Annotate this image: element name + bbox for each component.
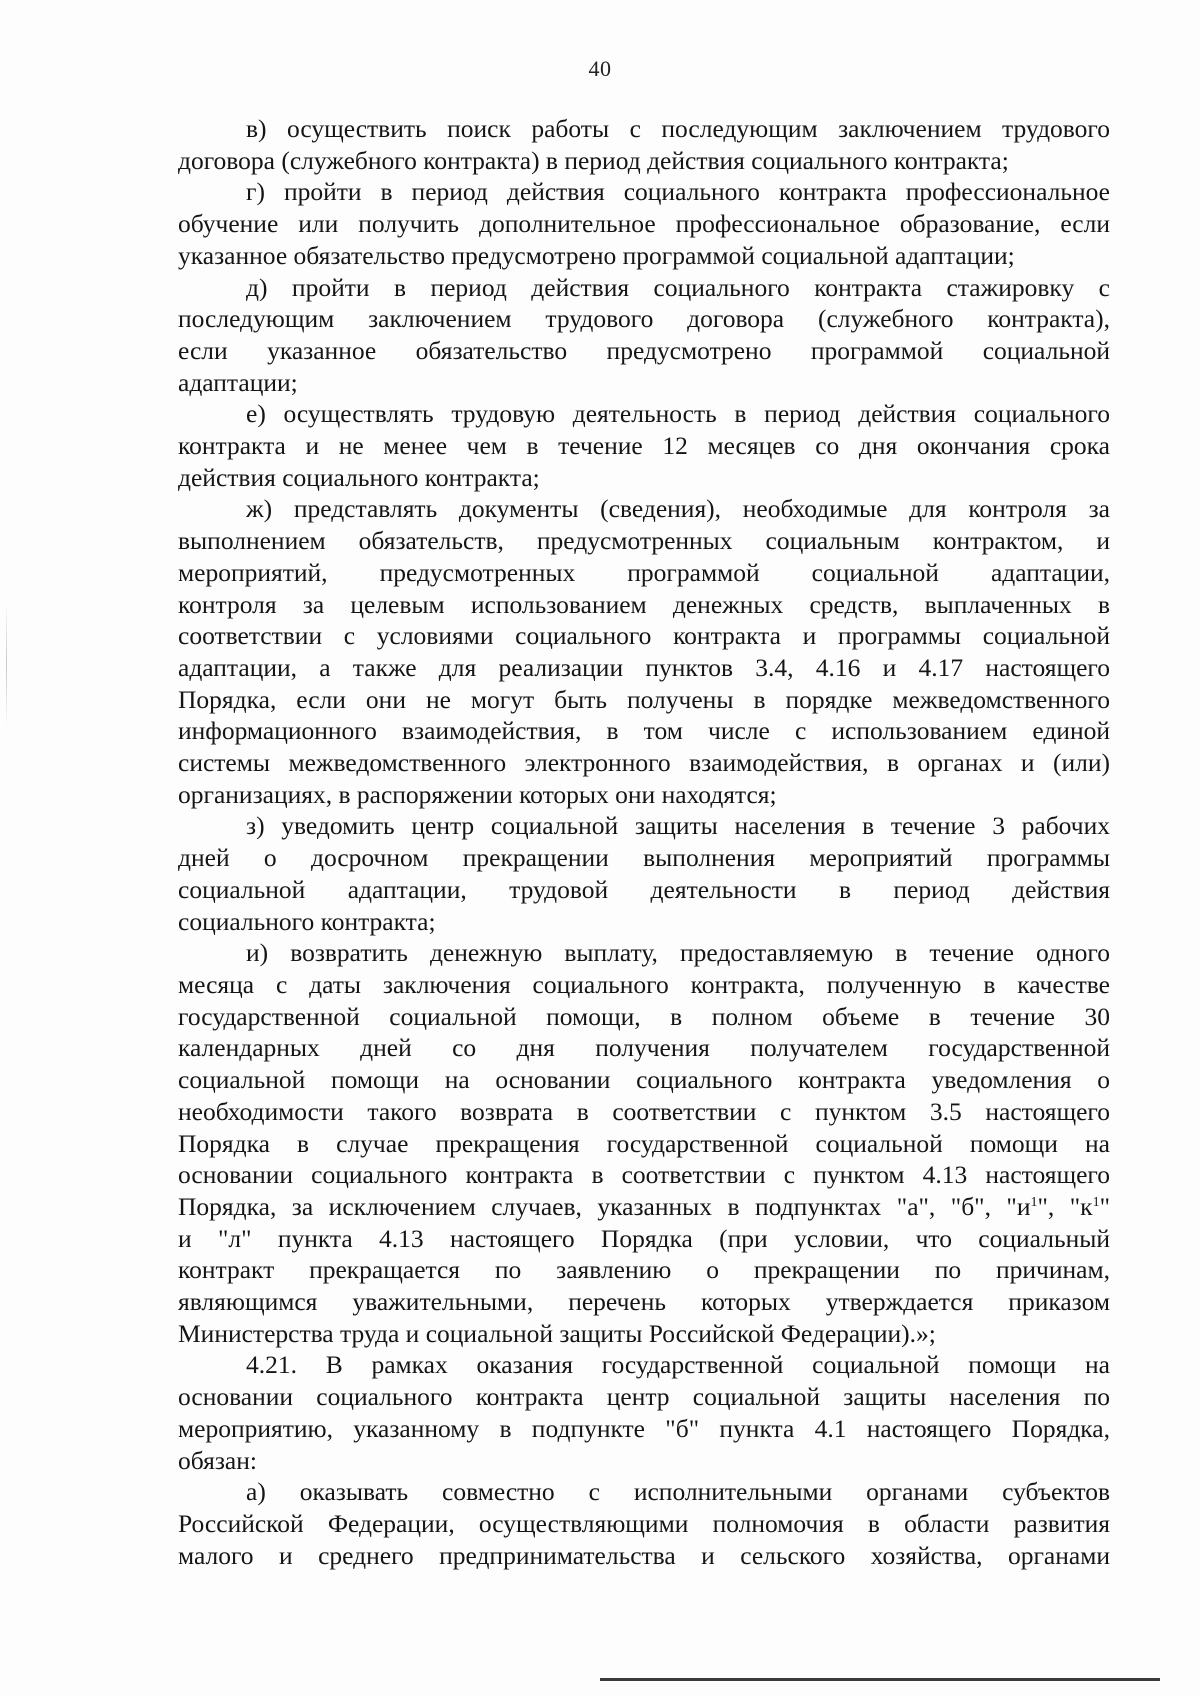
text-line: информационного взаимодействия, в том числе с использованием единой — [178, 716, 1110, 746]
text-line: контракта и не менее чем в течение 12 месяцев со дня окончания срока — [178, 431, 1110, 461]
text-line: в) осуществить поиск работы с последующим заключением трудового — [246, 114, 1110, 143]
text-line: Министерства труда и социальной защиты Российской Федерации).»; — [178, 1318, 936, 1348]
document-body — [178, 113, 1110, 1571]
text-line: системы межведомственного электронного взаимодействия, в органах и (или) — [178, 748, 1110, 778]
text-line: выполнением обязательств, предусмотренных социальным контрактом, и — [178, 526, 1110, 556]
text-line: Порядка, если они не могут быть получены в порядке межведомственного — [178, 684, 1110, 714]
text-line: ж) представлять документы (сведения), необходимые для контроля за — [246, 494, 1110, 524]
text-line: д) пройти в период действия социального контракта стажировку с — [246, 272, 1110, 302]
text-line: Порядка в случае прекращения государственной социальной помощи на — [178, 1128, 1110, 1158]
paragraph-v — [178, 113, 1110, 176]
scan-artifact-left — [6, 600, 7, 730]
text-line: адаптации, а также для реализации пунктов 3.4, 4.16 и 4.17 настоящего — [178, 652, 1110, 682]
text-line: малого и среднего предпринимательства и сельского хозяйства, органами — [178, 1540, 1110, 1570]
text-line: мероприятию, указанному в подпункте "б" пункта 4.1 настоящего Порядка, — [178, 1413, 1110, 1443]
text-line: основании социального контракта в соответствии с пунктом 4.13 настоящего — [178, 1160, 1110, 1190]
text-line: необходимости такого возврата в соответствии с пунктом 3.5 настоящего — [178, 1096, 1110, 1126]
text-line: социальной адаптации, трудовой деятельности в период действия — [178, 874, 1110, 904]
text-line: государственной социальной помощи, в полном объеме в течение 30 — [178, 1001, 1110, 1031]
text-line: указанное обязательство предусмотрено программой социальной адаптации; — [178, 240, 1015, 270]
text-line: организациях, в распоряжении которых они находятся; — [178, 779, 777, 809]
page-number: 40 — [588, 56, 612, 81]
text-line: основании социального контракта центр социальной защиты населения по — [178, 1382, 1110, 1412]
text-line: контракт прекращается по заявлению о прекращении по причинам, — [178, 1255, 1110, 1285]
paragraph-g — [178, 176, 1110, 271]
text-line: обучение или получить дополнительное профессиональное образование, если — [178, 209, 1110, 239]
text-line: последующим заключением трудового договора (служебного контракта), — [178, 304, 1110, 334]
text-line: соответствии с условиями социального контракта и программы социальной — [178, 621, 1110, 651]
text-line: являющимся уважительными, перечень которых утверждается приказом — [178, 1287, 1110, 1317]
paragraph-zh — [178, 493, 1110, 810]
text-line: 4.21. В рамках оказания государственной социальной помощи на — [246, 1350, 1110, 1380]
text-line: социального контракта; — [178, 906, 436, 936]
paragraph-a — [178, 1476, 1110, 1571]
text-line: месяца с даты заключения социального контракта, полученную в качестве — [178, 969, 1110, 999]
text-line: действия социального контракта; — [178, 462, 540, 492]
paragraph-4-21 — [178, 1349, 1110, 1476]
paragraph-i — [178, 937, 1110, 1349]
superscript: 1 — [1092, 1194, 1100, 1210]
text-line: з) уведомить центр социальной защиты населения в течение 3 рабочих — [246, 811, 1110, 841]
text-line-with-superscripts — [178, 1191, 1110, 1223]
text-fragment: Порядка, за исключением случаев, указанных в подпунктах "а", "б", "и — [178, 1191, 1031, 1221]
text-line: договора (служебного контракта) в период действия социального контракта; — [178, 145, 1009, 175]
text-fragment: ", "к — [1037, 1191, 1093, 1221]
paragraph-z — [178, 810, 1110, 937]
text-line: адаптации; — [178, 367, 298, 397]
text-line: и) возвратить денежную выплату, предоставляемую в течение одного — [246, 938, 1110, 968]
text-line: контроля за целевым использованием денежных средств, выплаченных в — [178, 589, 1110, 619]
text-line: Российской Федерации, осуществляющими полномочия в области развития — [178, 1508, 1110, 1538]
text-line: и "л" пункта 4.13 настоящего Порядка (при условии, что социальный — [178, 1223, 1110, 1253]
text-line: е) осуществлять трудовую деятельность в период действия социального — [246, 399, 1110, 429]
text-line: если указанное обязательство предусмотрено программой социальной — [178, 335, 1110, 365]
text-line: мероприятий, предусмотренных программой социальной адаптации, — [178, 557, 1110, 587]
superscript: 1 — [1030, 1194, 1038, 1210]
text-fragment: " — [1099, 1191, 1110, 1221]
text-line: г) пройти в период действия социального контракта профессиональное — [246, 177, 1110, 207]
text-line: дней о досрочном прекращении выполнения мероприятий программы — [178, 843, 1110, 873]
text-line: обязан: — [178, 1445, 257, 1475]
text-line: а) оказывать совместно с исполнительными органами субъектов — [246, 1477, 1110, 1507]
text-line: социальной помощи на основании социального контракта уведомления о — [178, 1065, 1110, 1095]
paragraph-d — [178, 272, 1110, 399]
paragraph-e — [178, 398, 1110, 493]
scan-artifact-bottom — [600, 1678, 1160, 1681]
text-line: календарных дней со дня получения получателем государственной — [178, 1033, 1110, 1063]
